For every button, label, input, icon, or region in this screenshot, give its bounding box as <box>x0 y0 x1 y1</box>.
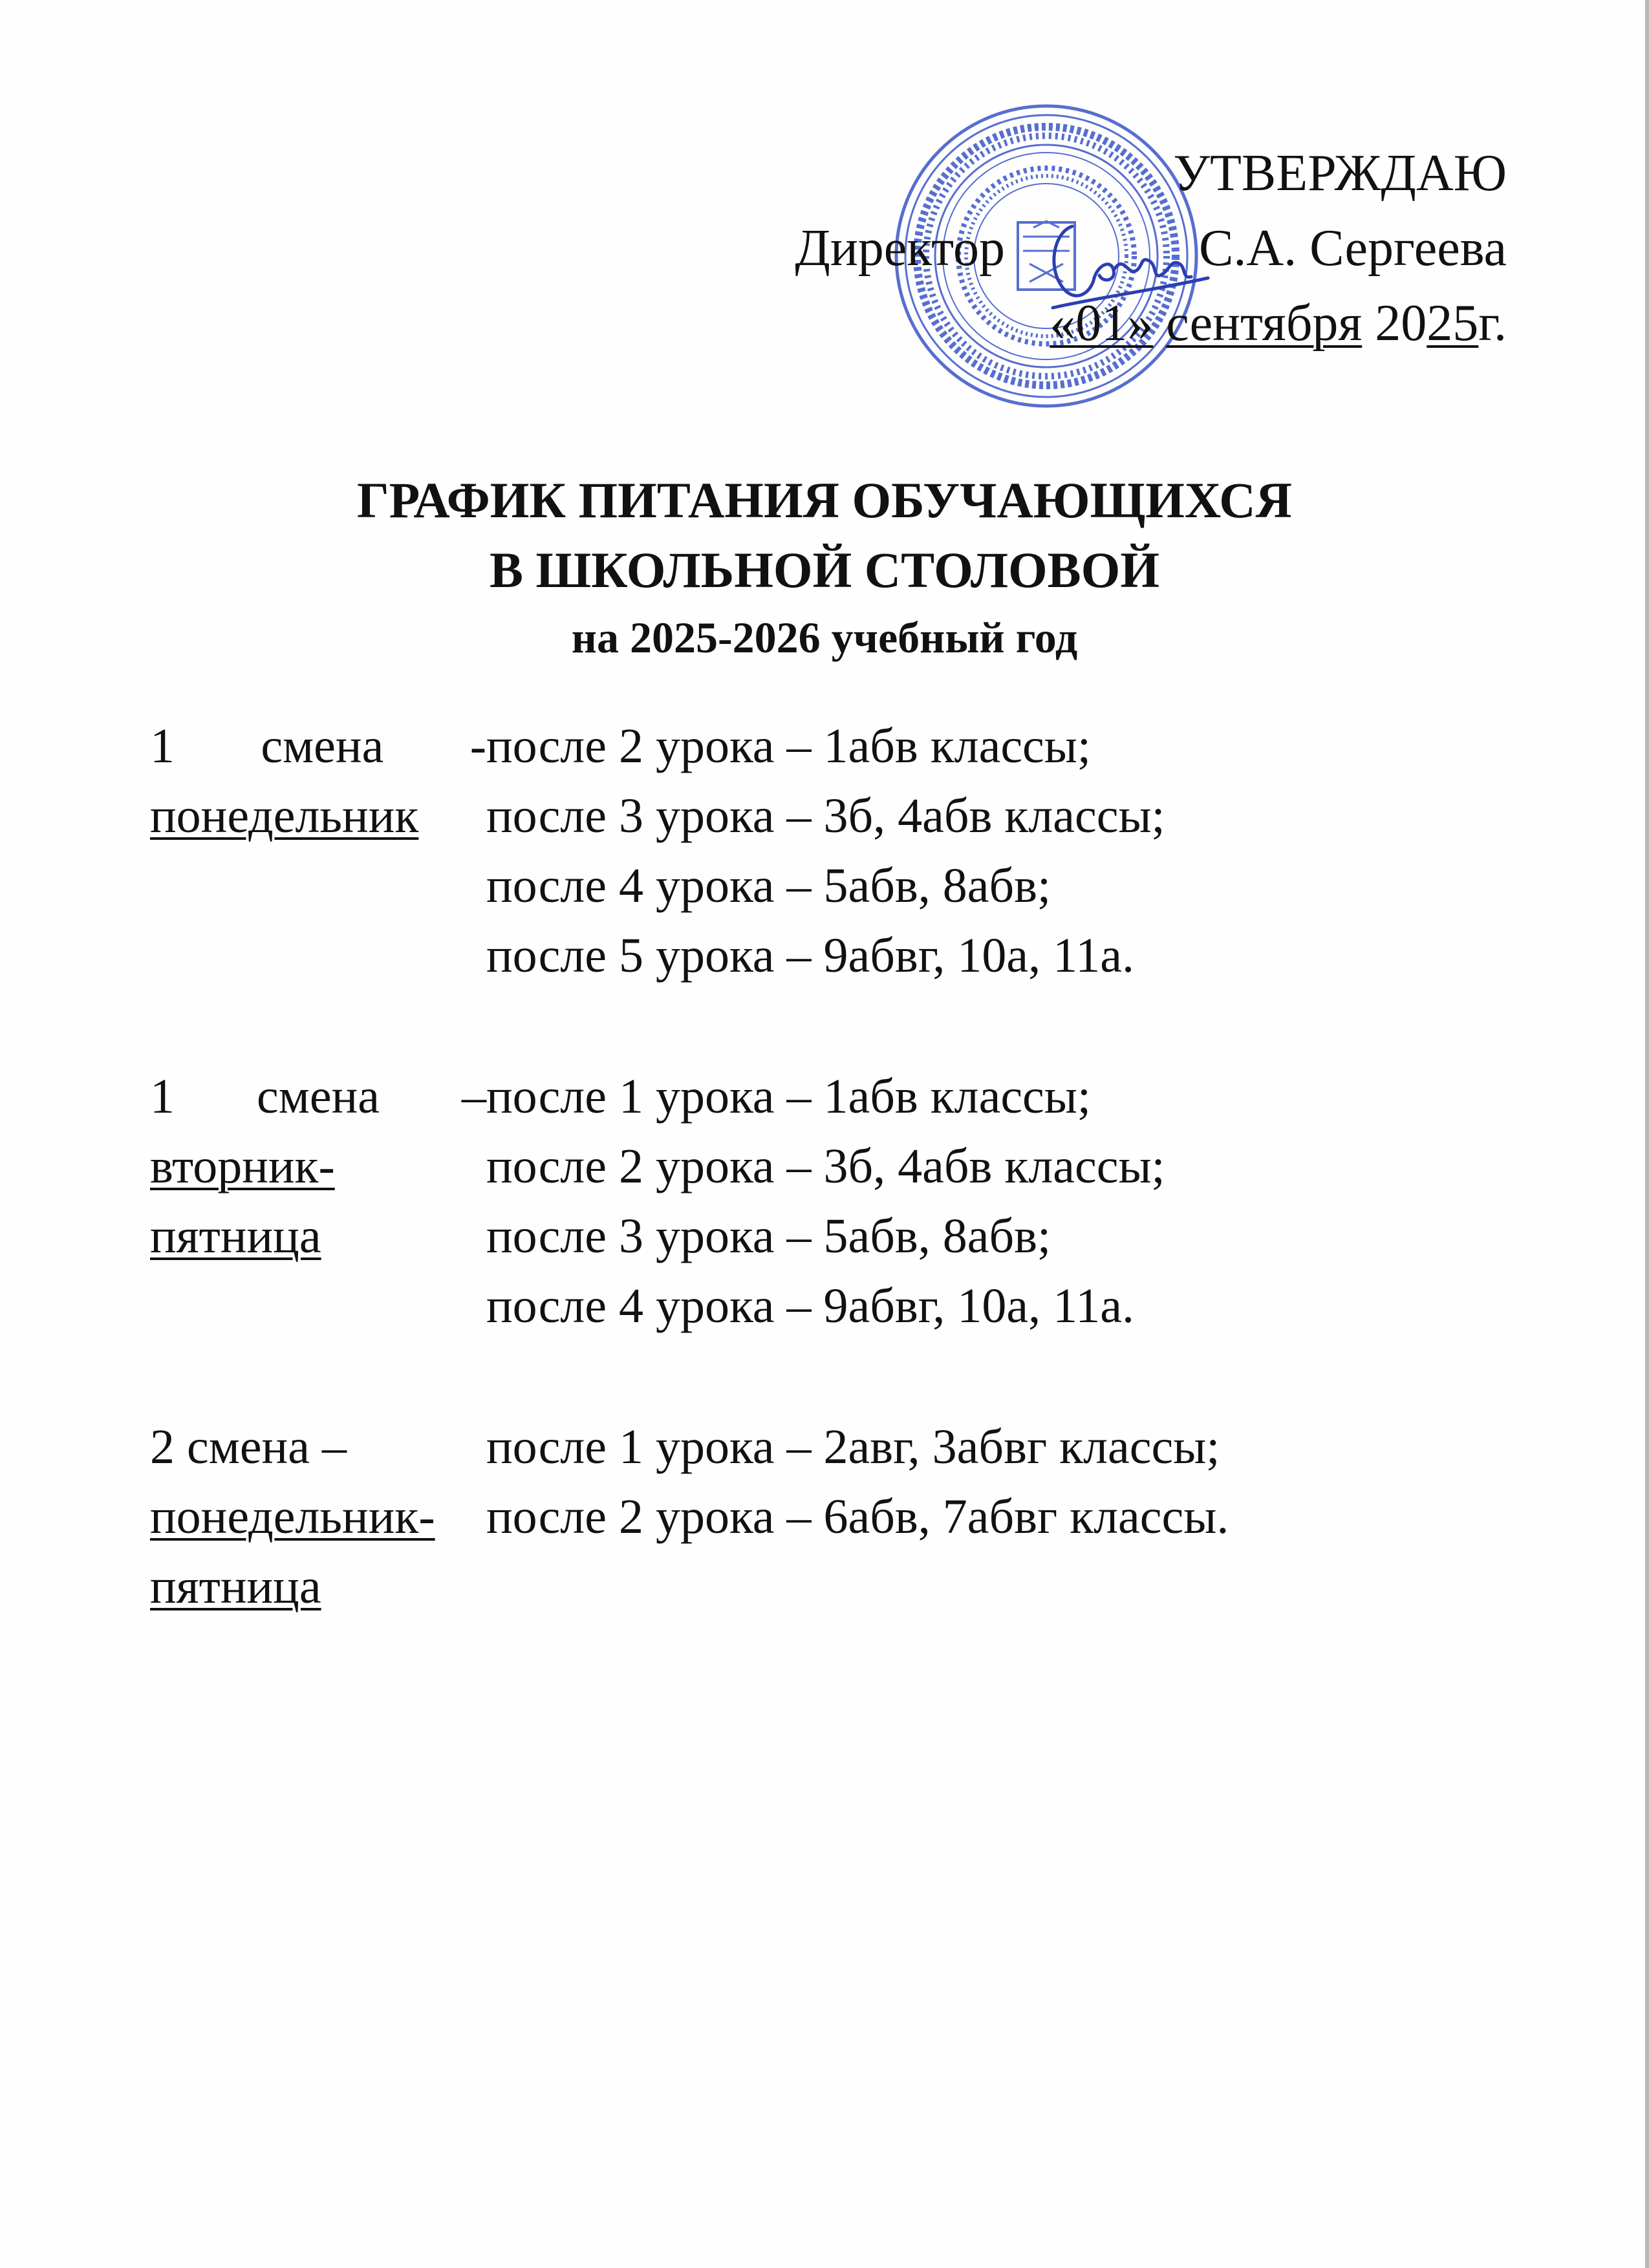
shift-label-line <box>150 1062 486 1131</box>
document-title <box>0 465 1649 670</box>
title-line-3: на 2025-2026 учебный год <box>571 613 1078 662</box>
shift-label <box>150 1062 486 1341</box>
shift-days-line <box>150 1131 486 1201</box>
schedule-item: после 4 урока – 5абв, 8абв; <box>486 859 1051 913</box>
shift-label <box>150 1412 486 1621</box>
date-year-suffix: г. <box>1478 295 1507 352</box>
schedule-item: после 1 урока – 2авг, 3абвг классы; <box>486 1420 1220 1474</box>
page-edge <box>1645 0 1649 2268</box>
handwritten-signature <box>1027 194 1221 336</box>
schedule-item: после 2 урока – 3б, 4абв классы; <box>486 1139 1165 1193</box>
shift-word: 2 смена – <box>150 1420 347 1474</box>
schedule-group <box>150 711 1495 990</box>
shift-days: понедельник- <box>150 1490 435 1544</box>
shift-dash: - <box>469 719 486 773</box>
title-line-1: ГРАФИК ПИТАНИЯ ОБУЧАЮЩИХСЯ <box>357 472 1292 528</box>
approval-heading: УТВЕРЖДАЮ <box>1173 145 1507 202</box>
shift-days-line <box>150 1482 486 1552</box>
shift-number: 1 <box>150 1069 175 1124</box>
shift-days: вторник- <box>150 1139 335 1193</box>
schedule-group <box>150 1412 1495 1621</box>
schedule-item: после 4 урока – 9абвг, 10а, 11а. <box>486 1279 1134 1333</box>
shift-label <box>150 711 486 990</box>
shift-dash: – <box>462 1069 486 1124</box>
schedule-items <box>486 711 1165 990</box>
shift-word: смена <box>261 719 384 773</box>
schedule-group <box>150 1062 1495 1341</box>
schedule-item: после 2 урока – 1абв классы; <box>486 719 1091 773</box>
director-position: Директор <box>795 220 1006 277</box>
director-name: С.А. Сергеева <box>1199 220 1507 277</box>
shift-word: смена <box>257 1069 380 1124</box>
schedule-item: после 3 урока – 3б, 4абв классы; <box>486 789 1165 843</box>
date-day-number: 01 <box>1075 295 1128 352</box>
date-month: сентября <box>1166 295 1363 352</box>
shift-days-line <box>150 781 486 851</box>
date-quote-open: « <box>1050 295 1076 352</box>
schedule-item: после 1 урока – 1абв классы; <box>486 1069 1091 1124</box>
shift-days-end: пятница <box>150 1209 321 1263</box>
date-year-underlined: 25 <box>1427 295 1479 352</box>
shift-label-line <box>150 1412 486 1482</box>
shift-number: 1 <box>150 719 175 773</box>
title-line-2: В ШКОЛЬНОЙ СТОЛОВОЙ <box>489 542 1160 598</box>
schedule-item: после 3 урока – 5абв, 8абв; <box>486 1209 1051 1263</box>
date-quote-close: » <box>1127 295 1154 352</box>
shift-days: понедельник <box>150 789 419 843</box>
meal-schedule <box>150 711 1495 1693</box>
schedule-item: после 2 урока – 6абв, 7абвг классы. <box>486 1490 1229 1544</box>
shift-label-line <box>150 711 486 781</box>
shift-days-line <box>150 1201 486 1271</box>
shift-days-end: пятница <box>150 1559 321 1614</box>
schedule-items <box>486 1412 1229 1621</box>
schedule-items <box>486 1062 1165 1341</box>
schedule-item: после 5 урока – 9абвг, 10а, 11а. <box>486 928 1134 983</box>
date-year-prefix: 20 <box>1375 295 1427 352</box>
shift-days-line <box>150 1552 486 1621</box>
